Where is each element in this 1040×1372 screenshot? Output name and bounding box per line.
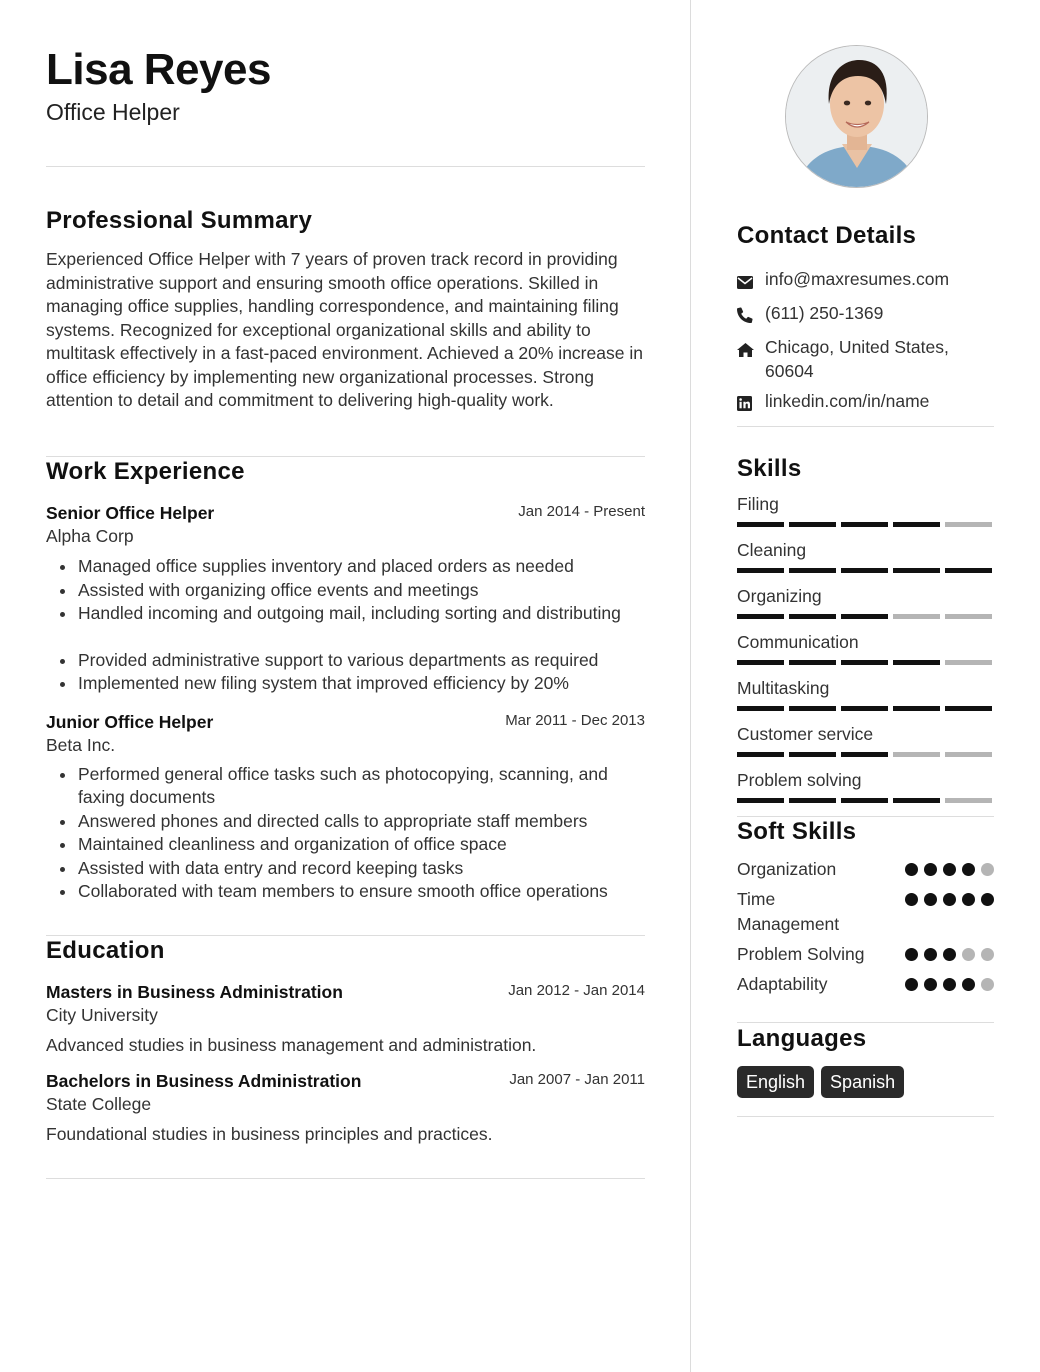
- skill-segment-filled: [789, 660, 836, 665]
- skill-item: [737, 585, 994, 619]
- soft-skill-rating: [905, 972, 994, 991]
- bullet-item: Handled incoming and outgoing mail, including sorting and distributing: [78, 602, 645, 626]
- skill-segment-filled: [737, 706, 784, 711]
- skill-level-bar: [737, 752, 994, 757]
- skill-segment-filled: [737, 568, 784, 573]
- rating-dot-filled: [943, 948, 956, 961]
- soft-skills-heading: Soft Skills: [737, 818, 857, 845]
- skill-item: [737, 677, 994, 711]
- contact-divider: [737, 426, 994, 427]
- contact-email[interactable]: info@maxresumes.com: [765, 269, 950, 289]
- skill-segment-filled: [789, 706, 836, 711]
- contact-phone-row: [737, 301, 994, 329]
- skill-segment-filled: [737, 798, 784, 803]
- profile-photo: [785, 45, 928, 188]
- rating-dot-filled: [924, 948, 937, 961]
- soft-skill-item: [737, 972, 994, 997]
- rating-dot-empty: [962, 948, 975, 961]
- experience-section: [46, 457, 645, 904]
- language-chip: Spanish: [821, 1066, 904, 1098]
- summary-section: [46, 206, 645, 413]
- contact-location: Chicago, United States, 60604: [765, 337, 949, 381]
- skill-segment-empty: [945, 798, 992, 803]
- contact-phone[interactable]: (611) 250-1369: [765, 303, 884, 323]
- languages-heading: Languages: [737, 1025, 867, 1052]
- summary-heading: Professional Summary: [46, 207, 313, 234]
- contact-linkedin[interactable]: linkedin.com/in/name: [765, 391, 930, 411]
- soft-skill-rating: [905, 887, 994, 906]
- contact-email-row: [737, 267, 994, 295]
- language-chips: [737, 1066, 994, 1098]
- experience-heading: Work Experience: [46, 458, 245, 485]
- soft-skill-rating: [905, 857, 994, 876]
- degree-description: Advanced studies in business management and administration.: [46, 1035, 537, 1055]
- education-heading: Education: [46, 937, 165, 964]
- skill-segment-empty: [945, 752, 992, 757]
- summary-text: Experienced Office Helper with 7 years of proven track record in providing administrative support and ensuring smooth office operations. Skilled in managing office supplies, handling correspondence, and maintaining filing systems. Recognized for exceptional organizational skills and ability to multitask effectively in a fast-paced environment. Achieved a 20% increase in office efficiency by implementing new organizational processes. Strong attention to detail and commitment to delivering high-quality work.: [46, 249, 643, 410]
- candidate-name: Lisa Reyes: [46, 45, 271, 94]
- skill-segment-filled: [893, 522, 940, 527]
- skill-segment-filled: [945, 568, 992, 573]
- contact-location-row: [737, 335, 994, 383]
- job-title: Senior Office Helper: [46, 503, 215, 523]
- skill-level-bar: [737, 706, 994, 711]
- degree-description: Foundational studies in business principles and practices.: [46, 1123, 493, 1144]
- skill-label: Communication: [737, 632, 859, 652]
- languages-section: [737, 1024, 994, 1098]
- candidate-title: Office Helper: [46, 99, 180, 125]
- skill-segment-empty: [945, 522, 992, 527]
- education-entry: [46, 1070, 645, 1147]
- rating-dot-filled: [981, 893, 994, 906]
- skill-segment-empty: [945, 614, 992, 619]
- bullet-item: Collaborated with team members to ensure smooth office operations: [78, 880, 625, 904]
- rating-dot-empty: [981, 978, 994, 991]
- skill-segment-filled: [893, 706, 940, 711]
- rating-dot-filled: [943, 893, 956, 906]
- rating-dot-filled: [905, 948, 918, 961]
- rating-dot-filled: [943, 863, 956, 876]
- job-date: Mar 2011 - Dec 2013: [505, 711, 645, 729]
- bullet-item: Maintained cleanliness and organization of office space: [78, 833, 625, 857]
- skill-level-bar: [737, 798, 994, 803]
- home-icon: [737, 335, 765, 363]
- languages-divider: [737, 1116, 994, 1117]
- skill-label: Filing: [737, 494, 779, 514]
- rating-dot-filled: [962, 863, 975, 876]
- soft-skill-label: Adaptability: [737, 974, 828, 994]
- rating-dot-filled: [962, 978, 975, 991]
- skill-label: Cleaning: [737, 540, 807, 560]
- degree-date: Jan 2007 - Jan 2011: [509, 1070, 645, 1088]
- bullet-item: Implemented new filing system that improved efficiency by 20%: [78, 672, 645, 696]
- bullet-item: Assisted with data entry and record keeping tasks: [78, 857, 625, 881]
- soft-skill-item: [737, 887, 994, 937]
- soft-skills-section: [737, 817, 994, 1002]
- skill-segment-filled: [841, 752, 888, 757]
- job-bullets: [46, 763, 645, 904]
- rating-dot-filled: [962, 893, 975, 906]
- degree-date: Jan 2012 - Jan 2014: [508, 982, 645, 999]
- skill-segment-filled: [841, 568, 888, 573]
- soft-skill-label: Time Management: [737, 889, 840, 934]
- degree-title: Bachelors in Business Administration: [46, 1070, 362, 1091]
- education-divider: [46, 1178, 645, 1179]
- skill-segment-filled: [841, 522, 888, 527]
- soft-skill-rating: [905, 942, 994, 961]
- profile-portrait-icon: [786, 46, 928, 188]
- skill-label: Problem solving: [737, 770, 862, 790]
- phone-icon: [737, 301, 765, 329]
- job-title: Junior Office Helper: [46, 711, 214, 732]
- skill-segment-filled: [893, 568, 940, 573]
- skill-segment-filled: [737, 752, 784, 757]
- skill-segment-filled: [841, 614, 888, 619]
- rating-dot-filled: [905, 978, 918, 991]
- job-date: Jan 2014 - Present: [518, 503, 645, 520]
- skill-segment-filled: [789, 568, 836, 573]
- skill-segment-filled: [737, 522, 784, 527]
- skill-item: [737, 493, 994, 527]
- skill-segment-filled: [841, 798, 888, 803]
- column-divider: [690, 0, 691, 1372]
- skills-section: [737, 454, 994, 803]
- skill-segment-filled: [893, 798, 940, 803]
- skill-level-bar: [737, 568, 994, 573]
- skills-heading: Skills: [737, 455, 802, 482]
- job-bullets: [46, 555, 645, 626]
- soft-skill-label: Organization: [737, 859, 837, 879]
- job-company: Alpha Corp: [46, 526, 134, 546]
- header-divider: [46, 166, 645, 167]
- contact-linkedin-row: [737, 389, 994, 417]
- degree-title: Masters in Business Administration: [46, 982, 343, 1002]
- skill-segment-filled: [789, 614, 836, 619]
- contact-heading: Contact Details: [737, 222, 917, 249]
- skill-item: [737, 769, 994, 803]
- rating-dot-filled: [924, 863, 937, 876]
- linkedin-icon: [737, 389, 765, 417]
- job-entry: [46, 711, 645, 904]
- soft-skill-item: [737, 942, 994, 967]
- bullet-item: Managed office supplies inventory and placed orders as needed: [78, 555, 645, 579]
- skill-level-bar: [737, 660, 994, 665]
- job-entry: [46, 502, 645, 696]
- bullet-item: Answered phones and directed calls to appropriate staff members: [78, 810, 625, 834]
- skill-segment-filled: [789, 522, 836, 527]
- school-name: State College: [46, 1093, 152, 1114]
- job-bullets: [46, 649, 645, 696]
- envelope-icon: [737, 267, 765, 295]
- skill-item: [737, 631, 994, 665]
- skill-segment-filled: [789, 798, 836, 803]
- skill-segment-filled: [737, 614, 784, 619]
- bullet-item: Assisted with organizing office events and meetings: [78, 579, 645, 603]
- contact-section: [737, 221, 994, 417]
- soft-skill-label: Problem Solving: [737, 944, 865, 964]
- rating-dot-filled: [924, 893, 937, 906]
- rating-dot-empty: [981, 863, 994, 876]
- skill-segment-filled: [893, 660, 940, 665]
- skill-label: Customer service: [737, 724, 874, 744]
- skill-segment-empty: [945, 660, 992, 665]
- skill-segment-filled: [789, 752, 836, 757]
- education-section: [46, 936, 645, 1146]
- rating-dot-filled: [905, 893, 918, 906]
- skill-level-bar: [737, 614, 994, 619]
- skill-segment-filled: [841, 660, 888, 665]
- soft-skills-divider: [737, 1022, 994, 1023]
- skill-segment-empty: [893, 614, 940, 619]
- skill-segment-filled: [945, 706, 992, 711]
- skill-level-bar: [737, 522, 994, 527]
- rating-dot-empty: [981, 948, 994, 961]
- rating-dot-filled: [905, 863, 918, 876]
- education-entry: [46, 981, 645, 1058]
- school-name: City University: [46, 1005, 158, 1025]
- skill-item: [737, 539, 994, 573]
- job-company: Beta Inc.: [46, 734, 116, 755]
- rating-dot-filled: [924, 978, 937, 991]
- skill-segment-empty: [893, 752, 940, 757]
- bullet-item: Performed general office tasks such as photocopying, scanning, and faxing documents: [78, 763, 625, 810]
- skill-label: Multitasking: [737, 678, 830, 698]
- bullet-item: Provided administrative support to various departments as required: [78, 649, 645, 673]
- skill-segment-filled: [737, 660, 784, 665]
- soft-skill-item: [737, 857, 994, 882]
- skill-item: [737, 723, 994, 757]
- skill-segment-filled: [841, 706, 888, 711]
- skill-label: Organizing: [737, 586, 822, 606]
- language-chip: English: [737, 1066, 814, 1098]
- rating-dot-filled: [943, 978, 956, 991]
